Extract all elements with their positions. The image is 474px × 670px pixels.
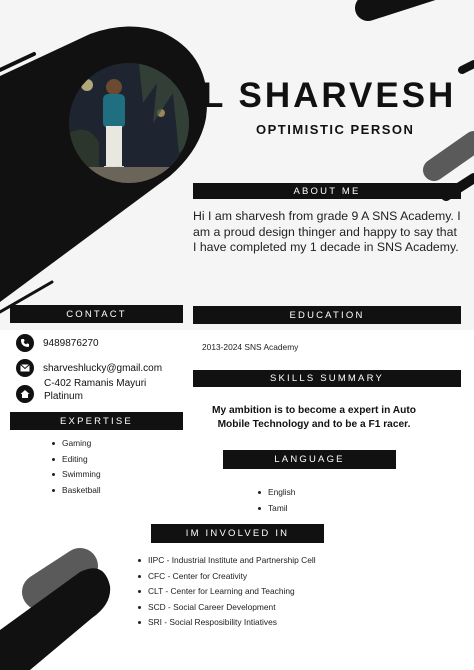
expertise-item: Gaming xyxy=(50,436,101,452)
involved-item: CLT - Center for Learning and Teaching xyxy=(136,584,316,600)
contact-email-row xyxy=(16,359,162,377)
involved-list xyxy=(136,553,316,631)
contact-address xyxy=(44,377,146,403)
involved-item: SRI - Social Resposibility Intiatives xyxy=(136,615,316,631)
gray-capsule xyxy=(434,142,474,170)
expertise-item: Swimming xyxy=(50,467,101,483)
expertise-item: Basketball xyxy=(50,483,101,499)
profile-photo-image xyxy=(69,63,189,183)
person-name: L SHARVESH xyxy=(202,76,457,115)
education-entry: 2013-2024 SNS Academy xyxy=(202,342,299,352)
contact-email[interactable]: sharveshlucky@gmail.com xyxy=(43,362,163,374)
involved-heading: IM INVOLVED IN xyxy=(151,524,324,543)
language-item: Tamil xyxy=(256,501,295,517)
language-list xyxy=(256,485,295,516)
phone-icon xyxy=(16,334,34,352)
expertise-heading: EXPERTISE xyxy=(10,412,183,430)
skills-heading: SKILLS SUMMARY xyxy=(193,370,461,387)
small-right-dash xyxy=(462,64,474,70)
contact-home-row xyxy=(16,385,43,403)
skills-text: My ambition is to become a expert in Auto Mobile Technology and to be a F1 racer. xyxy=(212,405,416,430)
home-icon xyxy=(16,385,34,403)
expertise-item: Editing xyxy=(50,452,101,468)
language-heading: LANGUAGE xyxy=(223,450,396,469)
involved-item: IIPC - Industrial Institute and Partnership Cell xyxy=(136,553,316,569)
address-line-1: C-402 Ramanis Mayuri xyxy=(44,378,147,389)
contact-phone-row xyxy=(16,334,99,352)
about-heading: ABOUT ME xyxy=(193,183,461,199)
tagline: OPTIMISTIC PERSON xyxy=(256,122,415,137)
involved-item: CFC - Center for Creativity xyxy=(136,569,316,585)
mail-icon xyxy=(16,359,34,377)
top-right-capsule xyxy=(368,0,474,8)
contact-heading: CONTACT xyxy=(10,305,183,323)
education-heading: EDUCATION xyxy=(193,306,461,324)
address-line-2: Platinum xyxy=(44,391,83,402)
involved-item: SCD - Social Career Development xyxy=(136,600,316,616)
language-item: English xyxy=(256,485,295,501)
about-text: Hi I am sharvesh from grade 9 A SNS Academy. I am a proud design thinger and happy to say that I have completed my 1 decade in SNS Academy. xyxy=(193,209,461,254)
contact-phone[interactable]: 9489876270 xyxy=(43,337,99,349)
profile-photo xyxy=(69,63,189,183)
expertise-list xyxy=(50,436,101,498)
